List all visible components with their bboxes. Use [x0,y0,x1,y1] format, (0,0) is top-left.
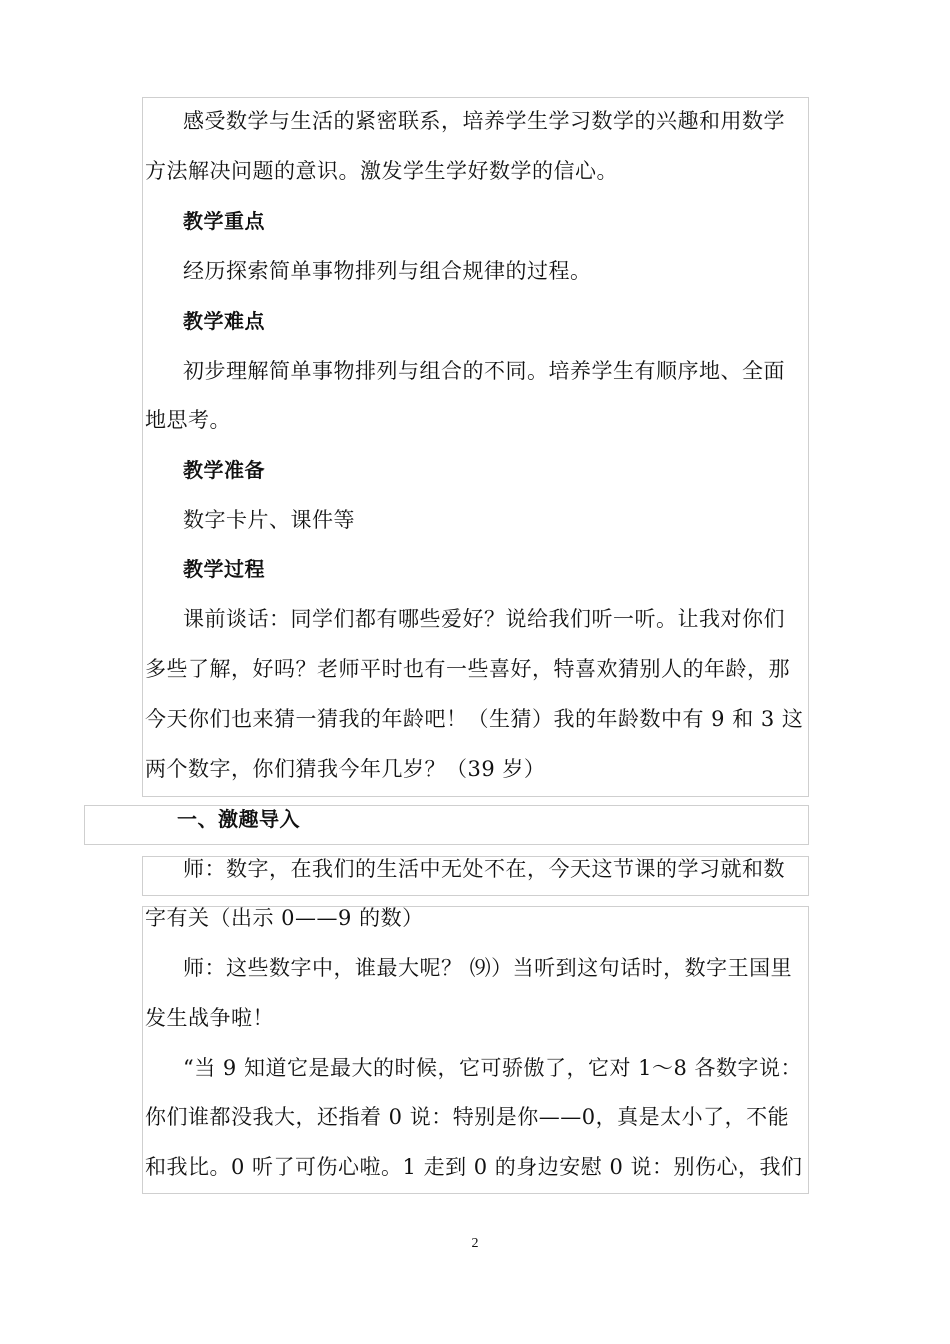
pre-class-talk-line: 今天你们也来猜一猜我的年龄吧！（生猜）我的年龄数中有 9 和 3 这 [145,707,804,731]
pre-class-talk-line: 课前谈话：同学们都有哪些爱好？说给我们听一听。让我对你们 [183,607,785,631]
story-line: “当 9 知道它是最大的时候，它可骄傲了，它对 1～8 各数字说： [183,1056,803,1080]
page-number: 2 [471,1236,479,1251]
pre-class-talk-line: 两个数字，你们猜我今年几岁？（39 岁） [145,757,546,781]
teacher-intro-line: 字有关（出示 0——9 的数） [145,906,424,930]
paragraph-line: 方法解决问题的意识。激发学生学好数学的信心。 [145,159,618,183]
section-1-heading: 一、激趣导入 [177,807,300,831]
section-heading-key-points: 教学重点 [183,209,265,233]
section-heading-difficulties: 教学难点 [183,309,265,333]
teacher-intro-line: 师：数字，在我们的生活中无处不在，今天这节课的学习就和数 [183,857,785,881]
story-line: 和我比。0 听了可伤心啦。1 走到 0 的身边安慰 0 说：别伤心，我们 [145,1155,803,1179]
teacher-question-line: 发生战争啦！ [145,1006,274,1030]
text-frame-bottom [142,906,809,1194]
difficulties-line: 初步理解简单事物排列与组合的不同。培养学生有顺序地、全面 [183,359,785,383]
key-points-text: 经历探索简单事物排列与组合规律的过程。 [183,259,592,283]
story-line: 你们谁都没我大，还指着 0 说：特别是你——0，真是太小了，不能 [145,1105,790,1129]
section-heading-process: 教学过程 [183,557,265,581]
teacher-question-line: 师：这些数字中，谁最大呢？ ⑼）当听到这句话时，数字王国里 [183,956,793,980]
difficulties-line: 地思考。 [145,408,231,432]
pre-class-talk-line: 多些了解，好吗？老师平时也有一些喜好，特喜欢猜别人的年龄，那 [145,657,790,681]
section-heading-preparation: 教学准备 [183,458,265,482]
paragraph-line: 感受数学与生活的紧密联系，培养学生学习数学的兴趣和用数学 [183,109,785,133]
preparation-text: 数字卡片、课件等 [183,508,355,532]
text-frame-top [142,97,809,797]
